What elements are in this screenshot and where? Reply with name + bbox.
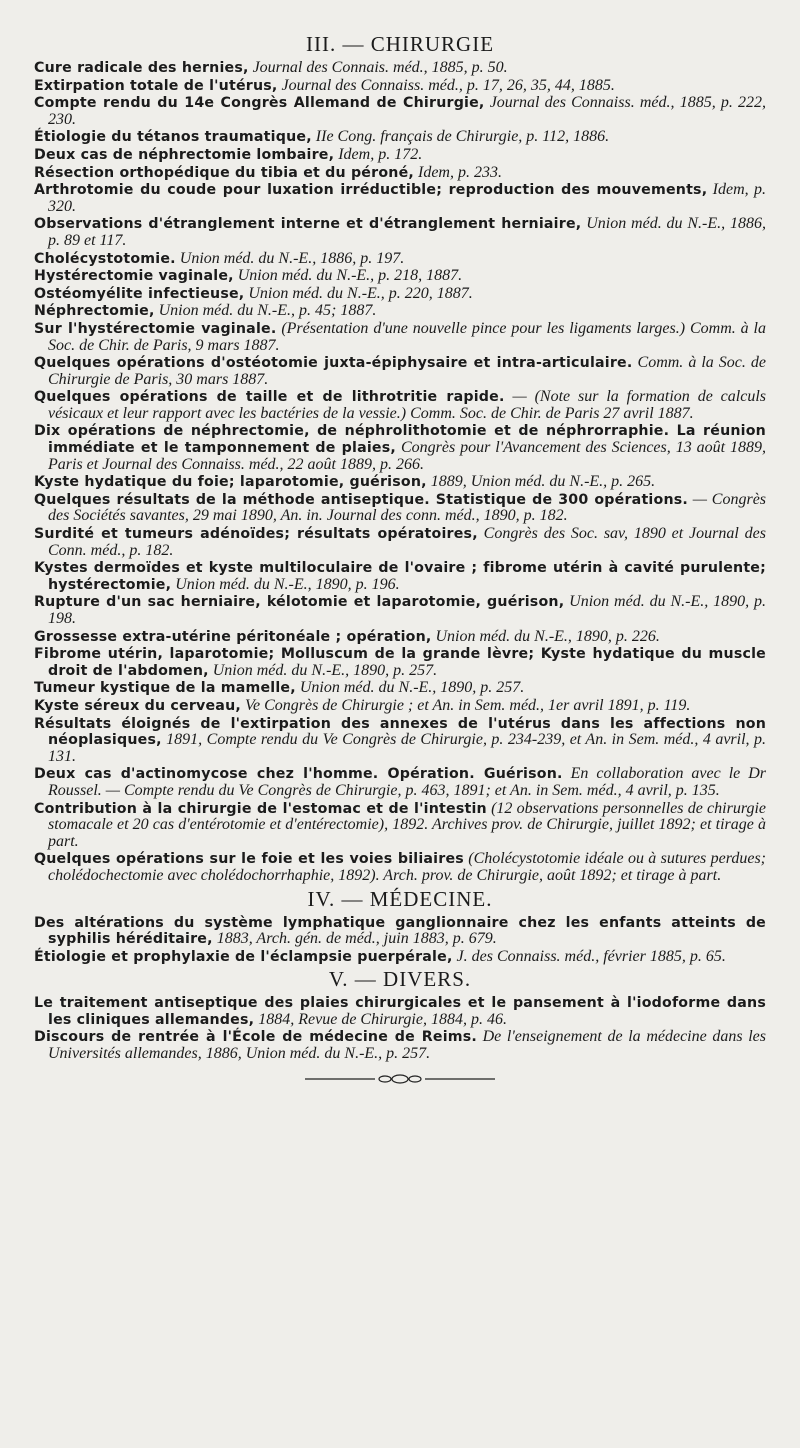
- entry-title: Deux cas d'actinomycose chez l'homme. Opération. Guérison.: [34, 766, 563, 783]
- entry-title: Résection orthopédique du tibia et du péroné,: [34, 164, 414, 181]
- end-ornament: [34, 1073, 766, 1085]
- bibliography-entry: [34, 801, 766, 851]
- entry-reference: Union méd. du N.-E., 1886, p. 197.: [179, 249, 405, 267]
- entry-reference: Union méd. du N.-E., 1886, p. 89 et 117.: [48, 215, 766, 249]
- entry-reference: Journal des Connaiss. méd., p. 17, 26, 35, 44, 1885.: [281, 76, 615, 94]
- bibliography-entry: [34, 560, 766, 593]
- entry-reference: Idem, p. 172.: [338, 145, 423, 163]
- bibliography-content: [34, 32, 766, 1063]
- bibliography-entry: [34, 165, 766, 182]
- bibliography-entry: [34, 716, 766, 766]
- bibliography-entry: [34, 526, 766, 559]
- section-title: V. — DIVERS.: [328, 967, 472, 992]
- entry-reference: 1889, Union méd. du N.-E., p. 265.: [430, 473, 656, 491]
- entry-title: Kystes dermoïdes et kyste multiloculaire de l'ovaire ; fibrome utérin à cavité purulente; hystérectomie,: [34, 560, 766, 593]
- bibliography-entry: [34, 474, 766, 491]
- bibliography-entry: [34, 851, 766, 884]
- entry-title: Étiologie du tétanos traumatique,: [34, 129, 312, 146]
- entry-title: Le traitement antiseptique des plaies chirurgicales et le pansement à l'iodoforme dans les cliniques allemandes,: [34, 995, 766, 1028]
- entry-title: Résultats éloignés de l'extirpation des annexes de l'utérus dans les affections non néoplasiques,: [34, 715, 766, 749]
- bibliography-entry: [34, 389, 766, 422]
- entry-title: Des altérations du système lymphatique ganglionnaire chez les enfants atteints de syphilis héréditaire,: [34, 914, 766, 948]
- entry-title: Grossesse extra-utérine péritonéale ; opération,: [34, 628, 432, 645]
- entry-title: Cure radicale des hernies,: [34, 60, 249, 76]
- entry-reference: Journal des Connais. méd., 1885, p. 50.: [252, 59, 508, 76]
- entry-title: Tumeur kystique de la mamelle,: [34, 680, 296, 697]
- entry-title: Quelques résultats de la méthode antiseptique. Statistique de 300 opérations.: [34, 491, 688, 508]
- entry-reference: Union méd. du N.-E., 1890, p. 257.: [212, 661, 438, 679]
- entry-title: Néphrectomie,: [34, 303, 155, 320]
- entry-reference: — Congrès des Sociétés savantes, 29 mai 1890, An. in. Journal des conn. méd., 1890, p. 182.: [48, 490, 767, 525]
- entry-reference: Union méd. du N.-E., 1890, p. 257.: [299, 679, 525, 697]
- bibliography-entry: [34, 766, 766, 799]
- entry-reference: J. des Connaiss. méd., février 1885, p. 65.: [456, 947, 726, 965]
- section-title: III. — CHIRURGIE: [305, 32, 495, 56]
- entry-title: Fibrome utérin, laparotomie; Molluscum de la grande lèvre; Kyste hydatique du muscle droit de l'abdomen,: [34, 646, 766, 679]
- bibliography-entry: [34, 949, 766, 966]
- entry-reference: De l'enseignement de la médecine dans les Universités allemandes, 1886, Union méd. du N.-E., p. 257.: [48, 1028, 766, 1063]
- bibliography-entry: [34, 78, 766, 95]
- entry-title: Observations d'étranglement interne et d'étranglement herniaire,: [34, 216, 582, 233]
- entry-title: Cholécystotomie.: [34, 250, 176, 267]
- bibliography-entry: [34, 1029, 766, 1062]
- ornament-rule-icon: [305, 1073, 495, 1085]
- bibliography-entry: [34, 355, 766, 388]
- bibliography-entry: [34, 216, 766, 249]
- entry-title: Discours de rentrée à l'École de médecine de Reims.: [34, 1029, 477, 1046]
- bibliography-entry: [34, 321, 766, 354]
- bibliography-entry: [34, 423, 766, 473]
- bibliography-entry: [34, 698, 766, 715]
- entry-reference: (Présentation d'une nouvelle pince pour les ligaments larges.) Comm. à la Soc. de Chir. de Paris, 9 mars 1887.: [48, 319, 766, 354]
- entry-title: Dix opérations de néphrectomie, de néphrolithotomie et de néphrorraphie. La réunion immédiate et le tamponnement de plaies,: [34, 423, 766, 457]
- entry-reference: Idem, p. 233.: [418, 163, 502, 181]
- entry-title: Ostéomyélite infectieuse,: [34, 285, 245, 302]
- section-title: IV. — MÉDECINE.: [307, 886, 493, 911]
- entry-reference: Union méd. du N.-E., p. 218, 1887.: [237, 267, 463, 285]
- bibliography-entry: [34, 680, 766, 697]
- entry-reference: — (Note sur la formation de calculs vésicaux et leur rapport avec les bactéries de la vessie.) Comm. Soc. de Chir. de Paris 27 avril 1887.: [48, 388, 767, 422]
- bibliography-entry: [34, 303, 766, 320]
- entry-title: Arthrotomie du coude pour luxation irréductible; reproduction des mouvements,: [34, 182, 708, 199]
- entry-title: Deux cas de néphrectomie lombaire,: [34, 146, 335, 163]
- entry-reference: (Cholécystotomie idéale ou à sutures perdues; cholédochectomie avec cholédochorrhaphie, 1892). Arch. prov. de Chirurgie, août 1892; et tirage à part.: [48, 850, 766, 884]
- bibliography-entry: [34, 286, 766, 303]
- entry-reference: Journal des Connaiss. méd., 1885, p. 222, 230.: [48, 94, 767, 128]
- entry-reference: Union méd. du N.-E., p. 45; 1887.: [158, 302, 377, 320]
- entry-reference: Ve Congrès de Chirurgie ; et An. in Sem. méd., 1er avril 1891, p. 119.: [244, 696, 691, 714]
- entry-title: Contribution à la chirurgie de l'estomac et de l'intestin: [34, 800, 487, 817]
- entry-reference: En collaboration avec le Dr Roussel. — Compte rendu du Ve Congrès de Chirurgie, p. 463, 1891; et An. in Sem. méd., 4 avril, p. 135.: [48, 765, 767, 799]
- entry-title: Quelques opérations de taille et de lithrotritie rapide.: [34, 389, 505, 406]
- entry-reference: IIe Cong. français de Chirurgie, p. 112, 1886.: [315, 128, 610, 146]
- bibliography-entry: [34, 646, 766, 679]
- entry-title: Kyste séreux du cerveau,: [34, 697, 241, 714]
- entry-reference: Union méd. du N.-E., 1890, p. 196.: [175, 575, 400, 593]
- bibliography-entry: [34, 95, 766, 128]
- entry-title: Quelques opérations d'ostéotomie juxta-épiphysaire et intra-articulaire.: [34, 355, 633, 372]
- bibliography-entry: [34, 60, 766, 77]
- entry-title: Compte rendu du 14e Congrès Allemand de Chirurgie,: [34, 95, 485, 112]
- entry-reference: 1891, Compte rendu du Ve Congrès de Chirurgie, p. 234-239, et An. in Sem. méd., 4 avril, p. 131.: [48, 731, 767, 765]
- bibliography-entry: [34, 492, 766, 525]
- entry-title: Quelques opérations sur le foie et les voies biliaires: [34, 851, 464, 868]
- entry-reference: Congrès pour l'Avancement des Sciences, 13 août 1889, Paris et Journal des Connaiss. méd., 22 août 1889, p. 266.: [48, 439, 767, 473]
- bibliography-entry: [34, 594, 766, 627]
- entry-reference: (12 observations personnelles de chirurgie stomacale et 20 cas d'entérotomie et d'entérectomie), 1892. Archives prov. de Chirurgie, juillet 1892; et tirage à part.: [48, 799, 767, 850]
- entry-reference: 1884, Revue de Chirurgie, 1884, p. 46.: [258, 1010, 507, 1028]
- entry-reference: 1883, Arch. gén. de méd., juin 1883, p. 679.: [216, 930, 497, 948]
- bibliography-entry: [34, 268, 766, 285]
- bibliography-entry: [34, 251, 766, 268]
- bibliography-entry: [34, 915, 766, 948]
- entry-title: Kyste hydatique du foie; laparotomie, guérison,: [34, 474, 427, 491]
- entry-title: Surdité et tumeurs adénoïdes; résultats opératoires,: [34, 526, 478, 543]
- entry-title: Rupture d'un sac herniaire, kélotomie et laparotomie, guérison,: [34, 594, 565, 611]
- entry-reference: Union méd. du N.-E., 1890, p. 198.: [48, 593, 767, 627]
- entry-reference: Union méd. du N.-E., p. 220, 1887.: [248, 284, 473, 302]
- entry-title: Extirpation totale de l'utérus,: [34, 77, 278, 94]
- bibliography-entry: [34, 182, 766, 215]
- bibliography-entry: [34, 129, 766, 146]
- bibliography-entry: [34, 629, 766, 646]
- entry-title: Étiologie et prophylaxie de l'éclampsie puerpérale,: [34, 948, 453, 965]
- entry-reference: Comm. à la Soc. de Chirurgie de Paris, 30 mars 1887.: [48, 354, 767, 388]
- entry-title: Sur l'hystérectomie vaginale.: [34, 320, 277, 337]
- bibliography-entry: [34, 995, 766, 1028]
- entry-reference: Idem, p. 320.: [48, 181, 766, 215]
- entry-reference: Congrès des Soc. sav, 1890 et Journal des Conn. méd., p. 182.: [48, 525, 766, 559]
- entry-reference: Union méd. du N.-E., 1890, p. 226.: [435, 627, 660, 645]
- bibliography-entry: [34, 147, 766, 164]
- entry-title: Hystérectomie vaginale,: [34, 268, 234, 285]
